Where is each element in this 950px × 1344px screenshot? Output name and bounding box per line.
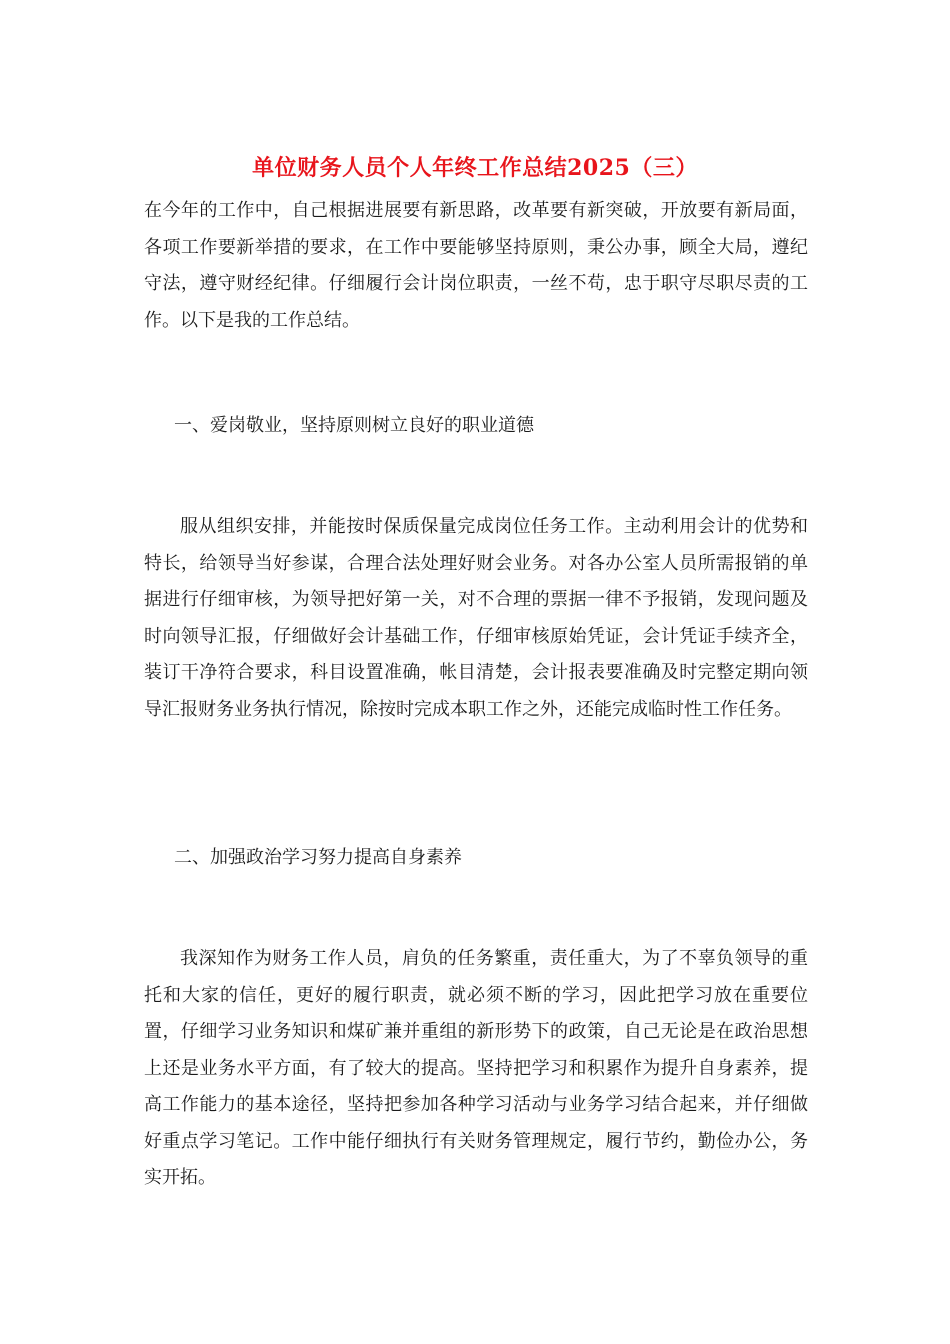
document-title: 单位财务人员个人年终工作总结2025（三） [252, 155, 698, 181]
intro-paragraph: 在今年的工作中，自己根据进展要有新思路，改革要有新突破，开放要有新局面，各项工作要新举措的要求，在工作中要能够坚持原则，秉公办事，顾全大局，遵纪守法，遵守财经纪律。仔细履行会计岗位职责，一丝不苟，忠于职守尽职尽责的工作。以下是我的工作总结。 [144, 200, 808, 331]
section-heading-1: 一、爱岗敬业，坚持原则树立良好的职业道德 [174, 415, 534, 436]
section-heading-2: 二、加强政治学习努力提高自身素养 [174, 847, 462, 868]
section-body-1: 服从组织安排，并能按时保质保量完成岗位任务工作。主动利用会计的优势和特长，给领导当好参谋，合理合法处理好财会业务。对各办公室人员所需报销的单据进行仔细审核，为领导把好第一关，对不合理的票据一律不予报销，发现问题及时向领导汇报，仔细做好会计基础工作，仔细审核原始凭证，会计凭证手续齐全，装订干净符合要求，科目设置准确，帐目清楚，会计报表要准确及时完整定期向领导汇报财务业务执行情况，除按时完成本职工作之外，还能完成临时性工作任务。 [144, 516, 808, 720]
section-body-2: 我深知作为财务工作人员，肩负的任务繁重，责任重大，为了不辜负领导的重托和大家的信任，更好的履行职责，就必须不断的学习，因此把学习放在重要位置，仔细学习业务知识和煤矿兼并重组的新形势下的政策，自己无论是在政治思想上还是业务水平方面，有了较大的提高。坚持把学习和积累作为提升自身素养，提高工作能力的基本途径，坚持把参加各种学习活动与业务学习结合起来，并仔细做好重点学习笔记。工作中能仔细执行有关财务管理规定，履行节约，勤俭办公，务实开拓。 [144, 948, 808, 1188]
